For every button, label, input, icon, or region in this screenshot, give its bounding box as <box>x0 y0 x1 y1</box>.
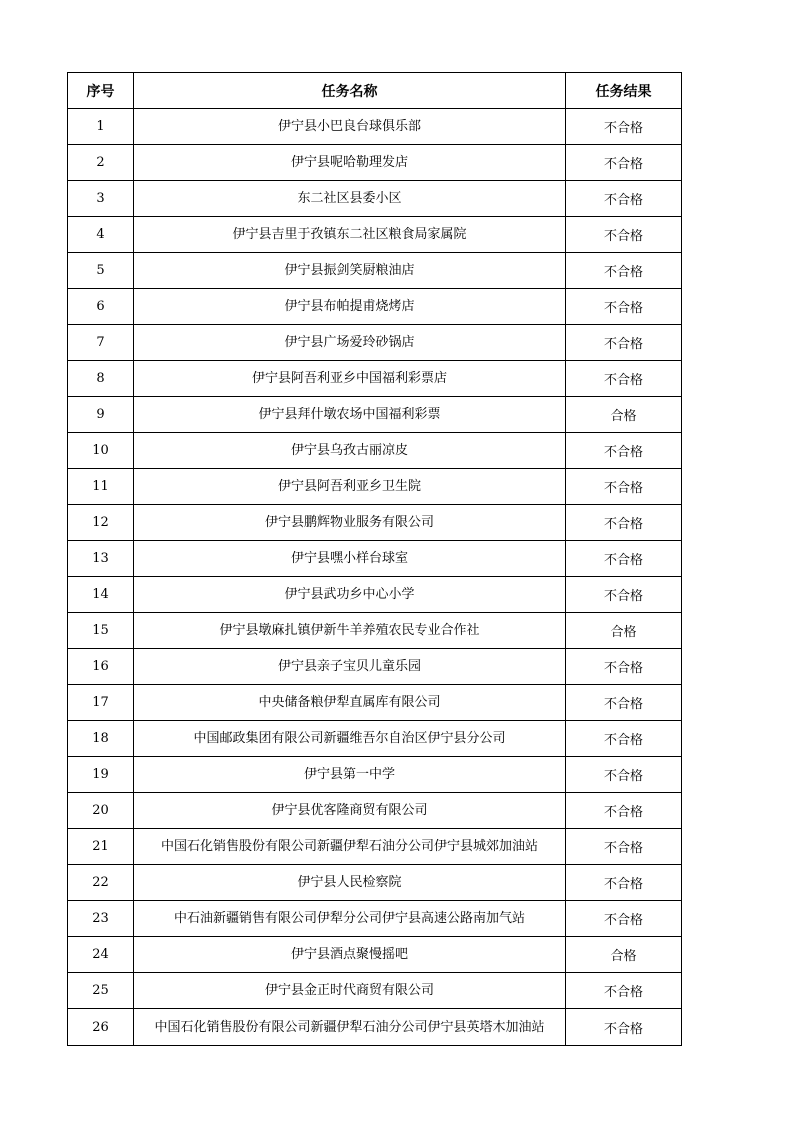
task-result-cell: 不合格 <box>566 433 682 469</box>
task-name-cell: 伊宁县乌孜古丽凉皮 <box>134 433 566 469</box>
task-name-cell: 伊宁县阿吾利亚乡卫生院 <box>134 469 566 505</box>
table-body <box>68 109 682 1046</box>
table-row <box>68 757 682 793</box>
task-result-cell: 不合格 <box>566 253 682 289</box>
row-number-cell: 13 <box>68 541 134 577</box>
task-result-cell: 不合格 <box>566 217 682 253</box>
task-name-cell: 伊宁县小巴良台球俱乐部 <box>134 109 566 145</box>
table-row <box>68 325 682 361</box>
task-result-cell: 不合格 <box>566 505 682 541</box>
row-number-cell: 10 <box>68 433 134 469</box>
task-result-cell: 不合格 <box>566 181 682 217</box>
row-number-cell: 21 <box>68 829 134 865</box>
row-number-cell: 18 <box>68 721 134 757</box>
table-row <box>68 361 682 397</box>
task-name-cell: 伊宁县吉里于孜镇东二社区粮食局家属院 <box>134 217 566 253</box>
row-number-cell: 6 <box>68 289 134 325</box>
row-number-cell: 1 <box>68 109 134 145</box>
task-result-cell: 不合格 <box>566 973 682 1009</box>
task-name-cell: 伊宁县酒点聚慢摇吧 <box>134 937 566 973</box>
table-row <box>68 217 682 253</box>
row-number-cell: 4 <box>68 217 134 253</box>
table-row <box>68 937 682 973</box>
task-result-cell: 不合格 <box>566 1009 682 1046</box>
table-row <box>68 649 682 685</box>
table-header-row <box>68 73 682 109</box>
row-number-cell: 19 <box>68 757 134 793</box>
table-row <box>68 793 682 829</box>
task-result-cell: 不合格 <box>566 361 682 397</box>
row-number-cell: 17 <box>68 685 134 721</box>
task-name-cell: 伊宁县鹏辉物业服务有限公司 <box>134 505 566 541</box>
row-number-cell: 16 <box>68 649 134 685</box>
table-row <box>68 469 682 505</box>
task-result-cell: 不合格 <box>566 901 682 937</box>
table-row <box>68 505 682 541</box>
task-name-cell: 伊宁县人民检察院 <box>134 865 566 901</box>
row-number-cell: 25 <box>68 973 134 1009</box>
task-name-cell: 中国石化销售股份有限公司新疆伊犁石油分公司伊宁县城郊加油站 <box>134 829 566 865</box>
task-name-cell: 中国石化销售股份有限公司新疆伊犁石油分公司伊宁县英塔木加油站 <box>134 1009 566 1046</box>
task-result-cell: 不合格 <box>566 289 682 325</box>
task-name-cell: 中国邮政集团有限公司新疆维吾尔自治区伊宁县分公司 <box>134 721 566 757</box>
task-result-cell: 不合格 <box>566 793 682 829</box>
row-number-cell: 24 <box>68 937 134 973</box>
row-number-cell: 14 <box>68 577 134 613</box>
table-row <box>68 145 682 181</box>
header-task-name: 任务名称 <box>134 73 566 109</box>
task-result-cell: 合格 <box>566 937 682 973</box>
table-row <box>68 109 682 145</box>
table-row <box>68 721 682 757</box>
row-number-cell: 7 <box>68 325 134 361</box>
row-number-cell: 12 <box>68 505 134 541</box>
table-row <box>68 613 682 649</box>
task-result-cell: 不合格 <box>566 109 682 145</box>
table-row <box>68 289 682 325</box>
task-result-cell: 不合格 <box>566 829 682 865</box>
table-row <box>68 577 682 613</box>
task-name-cell: 伊宁县布帕提甫烧烤店 <box>134 289 566 325</box>
row-number-cell: 11 <box>68 469 134 505</box>
header-no: 序号 <box>68 73 134 109</box>
task-name-cell: 伊宁县嘿小样台球室 <box>134 541 566 577</box>
task-name-cell: 伊宁县呢哈勒理发店 <box>134 145 566 181</box>
table-row <box>68 829 682 865</box>
table-row <box>68 901 682 937</box>
task-name-cell: 伊宁县广场爱玲砂锅店 <box>134 325 566 361</box>
table-row <box>68 865 682 901</box>
row-number-cell: 22 <box>68 865 134 901</box>
task-name-cell: 中石油新疆销售有限公司伊犁分公司伊宁县高速公路南加气站 <box>134 901 566 937</box>
task-name-cell: 中央储备粮伊犁直属库有限公司 <box>134 685 566 721</box>
table-row <box>68 433 682 469</box>
task-name-cell: 伊宁县阿吾利亚乡中国福利彩票店 <box>134 361 566 397</box>
task-result-cell: 不合格 <box>566 721 682 757</box>
task-result-cell: 不合格 <box>566 865 682 901</box>
task-name-cell: 东二社区县委小区 <box>134 181 566 217</box>
task-result-cell: 不合格 <box>566 145 682 181</box>
row-number-cell: 15 <box>68 613 134 649</box>
task-name-cell: 伊宁县优客隆商贸有限公司 <box>134 793 566 829</box>
row-number-cell: 20 <box>68 793 134 829</box>
task-name-cell: 伊宁县墩麻扎镇伊新牛羊养殖农民专业合作社 <box>134 613 566 649</box>
task-name-cell: 伊宁县第一中学 <box>134 757 566 793</box>
task-result-cell: 不合格 <box>566 325 682 361</box>
task-result-cell: 不合格 <box>566 469 682 505</box>
table-row <box>68 397 682 433</box>
table-row <box>68 181 682 217</box>
row-number-cell: 2 <box>68 145 134 181</box>
row-number-cell: 23 <box>68 901 134 937</box>
table-row <box>68 973 682 1009</box>
table-row <box>68 685 682 721</box>
row-number-cell: 9 <box>68 397 134 433</box>
task-name-cell: 伊宁县拜什墩农场中国福利彩票 <box>134 397 566 433</box>
row-number-cell: 5 <box>68 253 134 289</box>
task-name-cell: 伊宁县金正时代商贸有限公司 <box>134 973 566 1009</box>
row-number-cell: 26 <box>68 1009 134 1046</box>
header-task-result: 任务结果 <box>566 73 682 109</box>
task-result-cell: 不合格 <box>566 577 682 613</box>
table-row <box>68 1009 682 1046</box>
table-row <box>68 253 682 289</box>
row-number-cell: 3 <box>68 181 134 217</box>
task-name-cell: 伊宁县振剑笑厨粮油店 <box>134 253 566 289</box>
table-row <box>68 541 682 577</box>
row-number-cell: 8 <box>68 361 134 397</box>
results-table <box>67 72 682 1046</box>
task-name-cell: 伊宁县武功乡中心小学 <box>134 577 566 613</box>
task-result-cell: 不合格 <box>566 757 682 793</box>
task-result-cell: 不合格 <box>566 685 682 721</box>
task-result-cell: 不合格 <box>566 649 682 685</box>
task-result-cell: 不合格 <box>566 541 682 577</box>
task-result-cell: 合格 <box>566 397 682 433</box>
task-name-cell: 伊宁县亲子宝贝儿童乐园 <box>134 649 566 685</box>
task-result-cell: 合格 <box>566 613 682 649</box>
